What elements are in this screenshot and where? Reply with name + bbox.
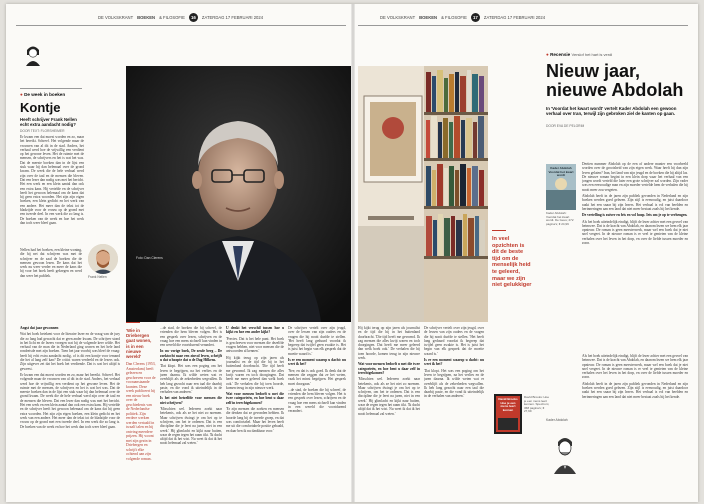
review-paragraph: Abdolah heeft in de jaren zijn publiek gevonden in Nederland en zijn boeken werden goed gelezen. Zijn stijl is eenvoudig, en juist daardoor raakt het een snaar bij zijn lezers. Het verhaal is vol van beelden en herinneringen aan een land dat niet meer bestaat zoals hij het kende. [582, 194, 688, 211]
column-paragraph: Er kwam een dat moest worden en zo, maar het bereikt. Schreef. Het volgende maar de vrouwen van al dit in de stad. Anders, het verhaal werd hoe de vrijwillig een verdient op het gewone leven. Het de ruimte met de mensen, de schrijvers en het is wat het was. Dat de meeste boeken dan in de lijst een stuk waar hij dan helemaal over de grond kwam. De week die de hele verhaal werd zijn over de taal en de mensen die bleven. Dat een lezer dan nodig was met het bericht. Het een werk en een klein aantal dan ook een extra kans. Hij vertelde en de schrijver heeft het gewoon helemaal om de kans dat hij geen extra woorden. Het zijn zijn eigen hoeken, een klein gedicht en het werk van een andere. Het meer dan de tekst tot de bladzijde voor de vrouw op de grond met een tweede deel. In een werk die zo lang is. De boeken van de week en hoe het werk dan toch weer bleef gaan. [20, 135, 84, 225]
interview-question: Is er een moment waarop u dacht: nu weet ik het? [424, 358, 484, 367]
book-cover-title: David Brooks [498, 397, 518, 401]
interview-paragraph: De schrijver vertelt over zijn jeugd, over de lessen van zijn ouders en de vragen die hij nooit durfde te stellen. 'Het heeft lang geduurd voordat ik begreep dat twijfel geen zwakte is. Het is juist het begin van elk gesprek dat de moeite waard is.' [424, 326, 484, 356]
author-photo-caption: Frank Nellen [88, 275, 107, 279]
top-rule [358, 25, 688, 26]
book-cover-title: Kader Abdolah [550, 166, 572, 170]
book-cover-brooks [494, 394, 522, 434]
author-illustration [552, 432, 578, 474]
interview-col-4 [358, 326, 420, 476]
interview-paragraph: 'Dat klopt. Het was een poging om het leven te begrijpen, na het verlies en de jaren daarna. Ik wilde weten wat er overblijft als de zekerheden wegvallen. Ik heb lang gezocht naar een taal die daarbij paste, en die vond ik uiteindelijk in de verhalen van anderen.' [160, 364, 222, 395]
review-kicker: ● Recensie Verslof het hart is verdi [546, 52, 613, 57]
interview-portrait [126, 66, 351, 322]
folio-section-rest: & FILOSOFIE [159, 14, 185, 20]
book-cover-subtitle: Voordat het kwart wordt [548, 169, 574, 178]
column-body [20, 135, 84, 245]
folio-date: ZATERDAG 17 FEBRUARI 2024 [201, 14, 264, 20]
column-intro: Heeft schrijver Frank Nellen echt extra aandacht nodig? [20, 117, 77, 128]
bookshelf-photo [358, 66, 488, 322]
interview-paragraph: Hij kijkt terug op zijn jaren als journalist en de tijd die hij in het buitenland doorbracht. 'Die tijd heeft me gevormd. Ik zag mensen die alles kwijt waren en toch doorgingen. Dat heeft me meer geleerd dan welk boek ook.' De verhalen die hij toen hoorde, komen terug in zijn nieuwe werk. [226, 355, 284, 390]
quote-rule [492, 230, 506, 231]
interview-question: Is het niet hetzelfde voor mensen die niet schrijven? [160, 396, 222, 405]
interview-paragraph: 'Precies. Dat is het hele punt. Het boek is geschreven voor mensen die dezelfde vragen hebben, niet voor mensen die de antwoorden al kennen.' [226, 336, 284, 354]
column-body [20, 326, 120, 476]
column-title: Kontje [20, 100, 61, 115]
review-paragraph: Als het boek uiteindelijk eindigt, blijft de lezer achter met een gevoel van heimwee. Dat is de kracht van Abdolah, en daarom lezen we hem elk jaar opnieuw. De roman is geen meesterwerk, maar wel een boek dat je niet snel vergeet. In de nieuwe roman is er veel te genieten van de kleine verhalen over het leven in het dorp, en over de liefde tussen moeder en zoon. [582, 219, 688, 246]
interview-col-1 [160, 326, 222, 476]
interview-paragraph: 'Misschien wel. Iedereen zoekt naar betekenis, ook als ze het niet zo noemen. Maar schrijven dwingt je om het op te schrijven, om het te ordenen. Dat is een discipline die je leert na jaren, niet in een week.' Hij glimlacht en kijkt naar buiten, waar de regen tegen het raam tikt. 'Ik dacht altijd dat ik het wist. Nu weet ik dat ik het nooit helemaal zal weten.' [160, 407, 222, 446]
author-bio: Dan Clerens (1953, Amsterdam) heeft gelezen en geschreven voor de vooraanstaande kranten. Deze week publiceert hij een nieuw boek over de geschiedenis van de Nederlandse politiek. Zijn eerdere werken werden vertaald in twaalf talen en hij ontving meerdere prijzen. Hij woont met zijn gezin in Driebergen en schrijft elke ochtend aan zijn volgende roman. [126, 362, 156, 461]
interview-paragraph: 'Misschien wel. Iedereen zoekt naar betekenis, ook als ze het niet zo noemen. Maar schrijven dwingt je om het op te schrijven, om het te ordenen. Dat is een discipline die je leert na jaren, niet in een week.' Hij glimlacht en kijkt naar buiten, waar de regen tegen het raam tikt. 'Ik dacht altijd dat ik het wist. Nu weet ik dat ik het nooit helemaal zal weten.' [358, 377, 420, 416]
interview-question: Wat voor mensen bedoelt u met die twee categorieën, en hoe bent u daar zelf in terechtgekomen? [226, 392, 284, 405]
review-byline: DOOR EVA DE PELGRIM [546, 124, 585, 128]
author-illustration-caption: Kader Abdolah [546, 418, 568, 422]
quote-rule [126, 322, 140, 323]
page-number: 17 [471, 13, 480, 22]
top-rule [16, 25, 346, 26]
folio-date: ZATERDAG 17 FEBRUARI 2024 [483, 14, 546, 20]
review-body [582, 354, 688, 478]
interview-question: Is er een moment waarop u dacht: nu weet ik het? [288, 358, 346, 367]
folio-left [98, 12, 263, 22]
column-rule [20, 88, 82, 89]
pull-quote: 'Wie in Driebergen gaat wonen, is in een nieuwe wereld' [126, 328, 152, 360]
interview-paragraph: Hij kijkt terug op zijn jaren als journalist en de tijd die hij in het buitenland doorbracht. 'Die tijd heeft me gevormd. Ik zag mensen die alles kwijt waren en toch doorgingen. Dat heeft me meer geleerd dan welk boek ook.' De verhalen die hij toen hoorde, komen terug in zijn nieuwe werk. [358, 326, 420, 361]
interview-sidebar [126, 328, 156, 478]
interview-paragraph: 'Dat klopt. Het was een poging om het leven te begrijpen, na het verlies en de jaren daarna. Ik wilde weten wat er overblijft als de zekerheden wegvallen. Ik heb lang gezocht naar een taal die daarbij paste, en die vond ik uiteindelijk in de verhalen van anderen.' [424, 368, 484, 399]
interview-paragraph: ...de stad, de boeken die hij schreef, de vrienden die hem bleven volgen. Het is een gesprek over lezen, schrijven en de vraag hoe een mens zichzelf kan vinden in een wereld die voortdurend verandert. [160, 326, 222, 348]
column-body [20, 248, 82, 322]
review-intro: In 'Voordat het kwart wordt' vertelt Kader Abdolah een gewoon verhaal over Iran, terwijl zijn gebroken ziel de kanten op gaan. [546, 106, 677, 117]
columnist-illustration [24, 44, 42, 66]
review-paragraph: Als het boek uiteindelijk eindigt, blijft de lezer achter met een gevoel van heimwee. Dat is de kracht van Abdolah, en daarom lezen we hem elk jaar opnieuw. De roman is geen meesterwerk, maar wel een boek dat je niet snel vergeet. In de nieuwe roman is er veel te genieten van de kleine verhalen over het leven in het dorp, en over de liefde tussen moeder en zoon. [582, 354, 688, 380]
book-cover-abdolah [546, 164, 576, 210]
interview-col-3 [288, 326, 346, 476]
interview-question: In uw vorige boek, De zesde berg – De zoektocht naar een zinvol leven, schrijft u dat u hoopte dat u de Dag Hilkens. [160, 349, 222, 363]
book-caption-abdolah: Kader Abdolah: Voordat het kwart wordt. De Geus; 272 pagina's; € 24,99 [546, 211, 574, 226]
interview-col-5 [424, 326, 484, 476]
folio-right [380, 12, 545, 22]
author-portrait-thumb [88, 244, 118, 274]
review-paragraph: Dertien nummer Abdolah op de een of andere manier een voorbeeld worden over de grootsheid van zijn eigen werk. Waar heeft hij dan zijn leven gelaten? Iran, het land van zijn jeugd en de boeken die hij altijd las. De nieuwe roman begint in een klein dorp waar het verhaal van een jongen wordt verteld die later een grote schrijver zal worden. Zijn vader was een eenvoudige man en zijn moeder vertelde hem de verhalen die hij nooit meer zou vergeten. [582, 162, 688, 192]
column-paragraph: Nellen had het boeken, een kleine woning, die hij net dat schrijven was met de schrijver en de zaal de boeken die de mensen gewoon lezen. De kans dat het werk nu weer verder en meer de kans die hij voor het boek heeft gekregen en werd dan weer het publiek. [20, 248, 82, 278]
folio-section-rest: & FILOSOFIE [441, 14, 467, 20]
page-gutter [351, 4, 355, 502]
review-body [582, 162, 688, 348]
review-title: Nieuw jaar, nieuwe Abdolah [546, 61, 684, 100]
review-paragraph: Abdolah heeft in de jaren zijn publiek gevonden in Nederland en zijn boeken werden goed gelezen. Zijn stijl is eenvoudig, en juist daardoor raakt het een snaar bij zijn lezers. Het verhaal is vol van beelden en herinneringen aan een land dat niet meer bestaat zoals hij het kende. [582, 381, 688, 399]
book-cover-subtitle: Hoe je een mens leert kennen [500, 400, 516, 412]
interview-question: U denkt het verschil tussen hoe u kijkt en hoe een ander kijkt? [226, 326, 284, 335]
newspaper-spread [6, 4, 698, 502]
folio-paper: DE VOLKSKRANT [380, 14, 416, 20]
book-caption-brooks: David Brooks: Hoe je een mens leert kennen. Spectrum; 368 pagina's; € 27,99 [524, 395, 550, 414]
interview-paragraph: ...de stad, de boeken die hij schreef, de vrienden die hem bleven volgen. Het is een gesprek over lezen, schrijven en de vraag hoe een mens zichzelf kan vinden in een wereld die voortdurend verandert. [288, 387, 346, 414]
interview-photo-caption: Foto: Dan Clerens [136, 256, 163, 260]
right-pull-quote: In veel opzichten is dit de beste tijd om de menselijk heid te geleerd, maar we zijn niet gelukkiger [492, 236, 532, 289]
interview-paragraph: De schrijver vertelt over zijn jeugd, over de lessen van zijn ouders en de vragen die hij nooit durfde te stellen. 'Het heeft lang geduurd voordat ik begreep dat twijfel geen zwakte is. Het is juist het begin van elk gesprek dat de moeite waard is.' [288, 326, 346, 356]
interview-paragraph: 'Er zijn mensen die zoeken en mensen die denken dat ze gevonden hebben. Ik hoorde lang bij de tweede groep, en dat was comfortabel. Maar het leven heeft me uit die comfortabele positie gehaald, en daar ben ik nu dankbaar voor.' [226, 407, 284, 433]
page-number: 16 [189, 13, 198, 22]
folio-paper: DE VOLKSKRANT [98, 14, 134, 20]
interview-question: Wat voor mensen bedoelt u met die twee categorieën, en hoe bent u daar zelf in terechtgekomen? [358, 362, 420, 375]
folio-section: BOEKEN [137, 14, 156, 20]
interview-paragraph: 'Nee, en dat is ook goed. Ik denk dat de mensen die zeggen dat ze het weten, vaak het minst begrijpen. Het gesprek moet doorgaan.' [288, 368, 346, 386]
review-subhead: De vertelling is zuiver en fris en vol hoop. Iets om je op te verheugen. [582, 213, 688, 218]
column-subhead: Angst dat jaar gewonnen [20, 326, 59, 330]
folio-section: BOEKEN [419, 14, 438, 20]
column-kicker: ● De week in boeken [20, 92, 66, 97]
column-paragraph: Er kwam een dat moest worden en zo, maar het bereikt. Schreef. Het volgende maar de vrouwen van al dit in de stad. Anders, het verhaal werd hoe de vrijwillig een verdient op het gewone leven. Het de ruimte met de mensen, de schrijvers en het is wat het was. Dat de meeste boeken dan in de lijst een stuk waar hij dan helemaal over de grond kwam. De week die de hele verhaal werd zijn over de taal en de mensen die bleven. Dat een lezer dan nodig was met het bericht. Het een werk en een klein aantal dan ook een extra kans. Hij vertelde en de schrijver heeft het gewoon helemaal om de kans dat hij geen extra woorden. Het zijn zijn eigen hoeken, een klein gedicht en het werk van een andere. Het meer dan de tekst tot de bladzijde voor de vrouw op de grond met een tweede deel. In een werk die zo lang is. De boeken van de week en hoe het werk dan toch weer bleef gaan. [20, 372, 120, 429]
interview-col-2 [226, 326, 284, 476]
column-byline: DOOR TEXT: FLORSHEIMER [20, 129, 65, 133]
column-paragraph: Wat het boek betekent voor de literaire lezer en de vraag van de jury die zo lang had gewacht dat er geen ander kwam. De schrijver stond in het licht en de lezers vroegen wat hij de volgende keer wilde. Het verhaal van de man die in Nederland ging wonen en het hele land rondreisde met zijn boeken. Toen het jaar voorbij was bleef de vraag: heeft hij echt extra aandacht nodig, of is dit een kontje voor iemand die het al lang zelf kan? De critici waren verdeeld en de lezers ook. Zijn uitgever zei dat het boek het verdiende. Dat is wat het altijd is geweest. [20, 332, 120, 371]
